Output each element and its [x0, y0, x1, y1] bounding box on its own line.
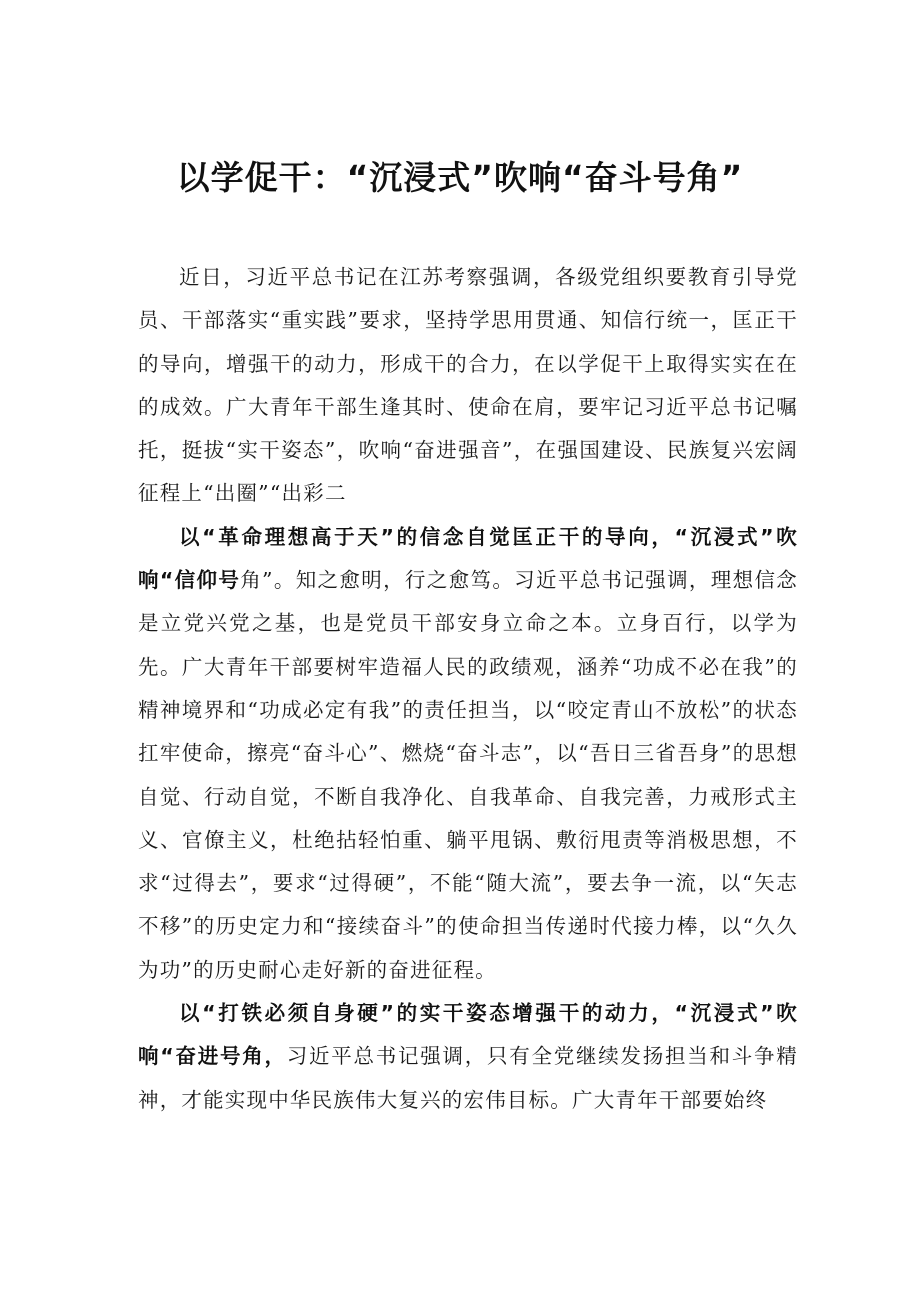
- paragraph-text: 习近平总书记强调，只有全党继续发扬担当和斗争精神，才能实现中华民族伟大复兴的宏伟目标。广大青年干部要始终: [138, 1044, 798, 1112]
- paragraph-intro: [138, 256, 798, 516]
- document-body: [138, 256, 798, 1122]
- paragraph-action: [138, 992, 798, 1122]
- document-title: 以学促干：“沉浸式”吹响“奋斗号角”: [176, 158, 744, 197]
- paragraph-text: 近日，习近平总书记在江苏考察强调，各级党组织要教育引导党员、干部落实“重实践”要求，坚持学思用贯通、知信行统一，匡正干的导向，增强干的动力，形成干的合力，在以学促干上取得实实在在的成效。广大青年干部生逢其时、使命在肩，要牢记习近平总书记嘱托，挺拔“实干姿态”，吹响“奋进强音”，在强国建设、民族复兴宏阔征程上“出圈”“出彩二: [138, 265, 798, 506]
- paragraph-text: 角”。知之愈明，行之愈笃。习近平总书记强调，理想信念是立党兴党之基，也是党员干部安身立命之本。立身百行，以学为先。广大青年干部要树牢造福人民的政绩观，涵养“功成不必在我”的精神境界和“功成必定有我”的责任担当，以“咬定青山不放松”的状态扛牢使命，擦亮“奋斗心”、燃烧“奋斗志”，以“吾日三省吾身”的思想自觉、行动自觉，不断自我净化、自我革命、自我完善，力戒形式主义、官僚主义，杜绝拈轻怕重、躺平甩锅、敷衍甩责等消极思想，不求“过得去”，要求“过得硬”，不能“随大流”，要去争一流，以“矢志不移”的历史定力和“接续奋斗”的使命担当传递时代接力棒，以“久久为功”的历史耐心走好新的奋进征程。: [138, 568, 798, 982]
- paragraph-lead: 以“革命理想高于天”的信念自觉匡正干的导向，“沉浸式”吹响“信仰号: [138, 524, 798, 593]
- paragraph-lead: 以“打铁必须自身硬”的实干姿态增强干的动力，“沉浸式”吹响“奋进号角，: [138, 1001, 798, 1069]
- paragraph-ideals: [138, 516, 798, 992]
